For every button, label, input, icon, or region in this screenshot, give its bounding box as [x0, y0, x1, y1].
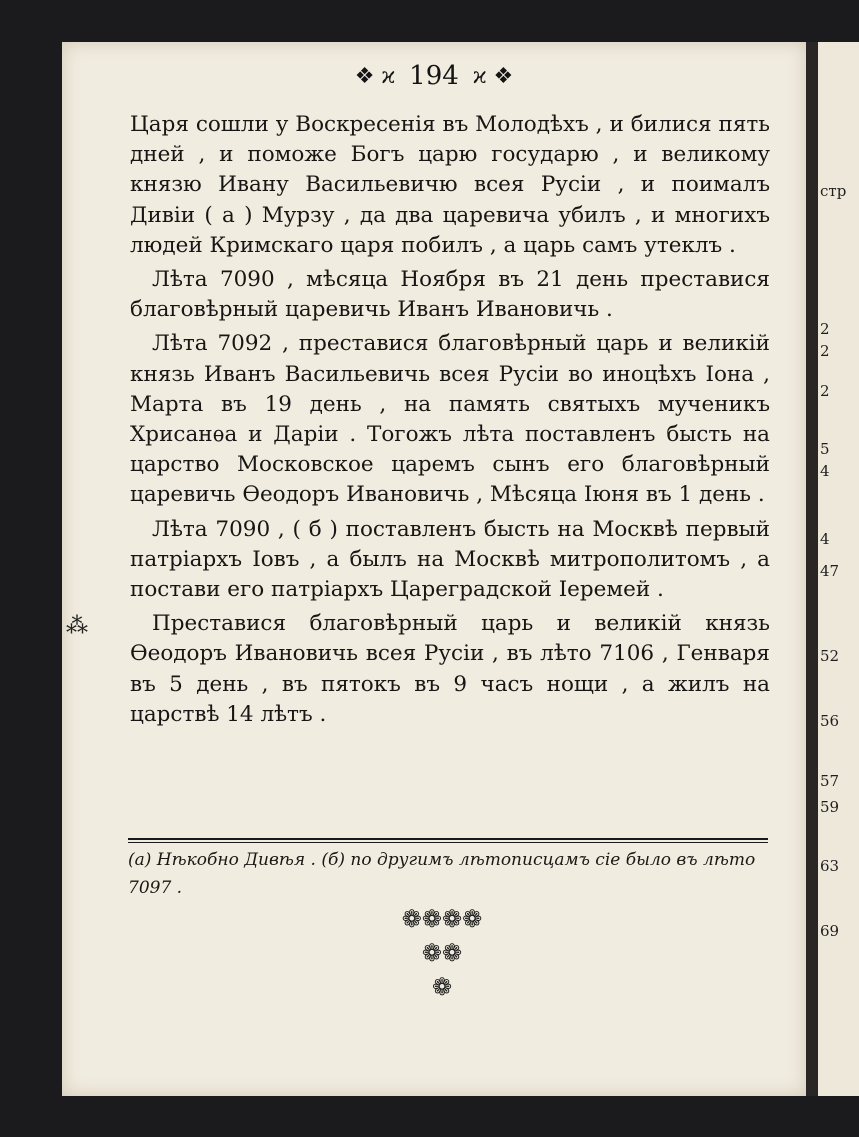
facing-page-fragment: 52 — [820, 647, 840, 665]
facing-page-edge — [818, 42, 859, 1096]
facing-page-fragment: 5 — [820, 440, 830, 458]
facing-page-fragment: 63 — [820, 857, 840, 875]
facing-page-fragment: 2 — [820, 382, 830, 400]
paragraph-1: Царя сошли у Воскресенія въ Молодѣхъ , и билися пять дней , и поможе Богъ царю государю , и великому князю Ивану Васильевичю всея Русіи , и поималъ Дивіи ( а ) Мурзу , да два царевича убилъ , и многихъ людей Кримскаго царя побилъ , а царь самъ утеклъ . — [130, 112, 770, 258]
page-number: 194 — [409, 61, 459, 91]
tailpiece-row-2: ❁❁ — [421, 939, 463, 967]
paragraph-2: Лѣта 7090 , мѣсяца Ноября въ 21 день преставися благовѣрный царевичь Иванъ Ивановичь . — [130, 267, 770, 323]
body-text — [130, 110, 770, 734]
header-ornament-left: ❖ ϰ — [354, 63, 396, 89]
paragraph-4: Лѣта 7090 , ( б ) поставленъ бысть на Москвѣ первый патріархъ Іовъ , а былъ на Москвѣ митрополитомъ , а постави его патріархъ Цареградской Іеремей . — [130, 516, 770, 603]
book-page — [62, 42, 806, 1096]
facing-page-fragment: 4 — [820, 462, 830, 480]
paragraph-5: Преставися благовѣрный царь и великій князь Ѳеодоръ Ивановичь всея Русіи , въ лѣто 7106 , Генваря въ 5 день , въ пятокъ въ 9 часъ нощи , а жилъ на царствѣ 14 лѣтъ . — [130, 611, 770, 727]
tailpiece-row-1: ❁❁❁❁ — [401, 905, 483, 933]
facing-page-fragment: 59 — [820, 798, 840, 816]
facing-page-fragment: 69 — [820, 922, 840, 940]
printer-mark-icon: ⁂ — [66, 614, 88, 639]
header-ornament-right: ϰ ❖ — [472, 63, 514, 89]
facing-page-fragment: 4 — [820, 530, 830, 548]
facing-page-fragment: 2 — [820, 342, 830, 360]
tailpiece-ornament — [362, 902, 522, 1004]
footnote: (а) Нѣкобно Дивѣя . (б) по другимъ лѣтописцамъ сіе было въ лѣто 7097 . — [128, 850, 756, 898]
facing-page-fragment: 57 — [820, 772, 840, 790]
paragraph-3: Лѣта 7092 , преставися благовѣрный царь и великій князь Иванъ Васильевичь всея Русіи во иноцѣхъ Іона , Марта въ 19 день , на память святыхъ мученикъ Хрисанѳа и Даріи . Тогожъ лѣта поставленъ бысть на царство Московское царемъ сынъ его благовѣрный царевичь Ѳеодоръ Ивановичь , Мѣсяца Іюня въ 1 день . — [130, 331, 770, 508]
tailpiece-row-3: ❁ — [431, 973, 453, 1001]
page-gutter — [806, 42, 818, 1096]
facing-page-fragment: 2 — [820, 320, 830, 338]
facing-page-fragments — [818, 42, 859, 1096]
footnote-rule — [128, 838, 768, 840]
facing-page-fragment: 47 — [820, 562, 840, 580]
facing-page-fragment: стр — [820, 182, 847, 200]
facing-page-fragment: 56 — [820, 712, 840, 730]
running-header — [62, 56, 806, 96]
footnote-rule-thin — [128, 842, 768, 843]
